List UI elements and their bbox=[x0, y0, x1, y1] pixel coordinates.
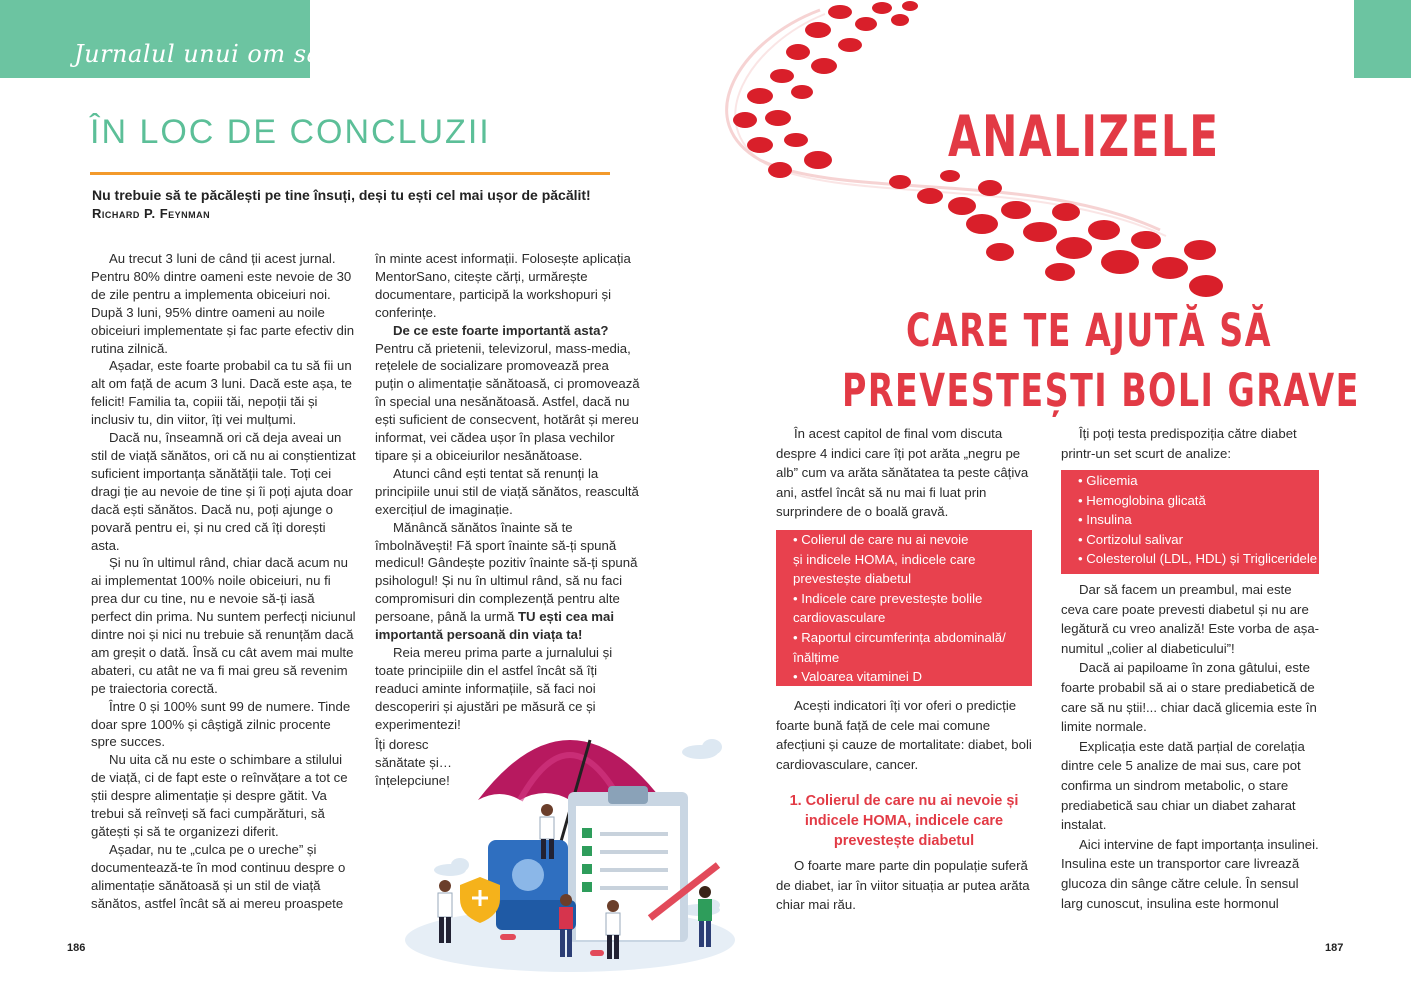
left-column-1 bbox=[91, 250, 357, 913]
paragraph: Dacă nu, înseamnă ori că deja aveai un stil de viață sănătos, ori că nu ai conștientizat suficient importanța sănătății tale. Toți cei dragi ție au nevoie de tine și îi poți ajuta doar dacă ești sănătos. Dacă nu, poți ajunge o povară pentru ei, și nu cred că îți dorești asta. bbox=[91, 430, 356, 553]
list-item: • Hemoglobina glicată bbox=[1078, 492, 1206, 508]
paragraph: Așadar, nu te „culca pe o ureche” și documentează-te în mod continuu despre o alimentație sănătoasă și un stil de viață sănătos, astfel încât să ai mereu proaspete bbox=[91, 841, 346, 911]
paragraph: Și nu în ultimul rând, chiar dacă acum nu ai implementat 100% noile obiceiuri, nu fi prea dur cu tine, nu e nevoie să-ți iasă perfect din prima. Nu suntem perfecți niciunul dintre noi și nici nu trebuie să renunțăm dacă am greșit o dată. Însă cu cât avem mai multe abateri, cu atât ne va fi mai greu să revenim pe traiectoria corectă. bbox=[91, 555, 356, 696]
right-col2-text bbox=[1061, 580, 1323, 913]
list-item: • Raportul circumferința abdominală/ bbox=[793, 629, 1006, 645]
left-page-title: ÎN LOC DE CONCLUZII bbox=[90, 113, 491, 151]
paragraph: în minte acest informații. Folosește aplicația MentorSano, citește cărți, urmărește documentare, participă la workshopuri și conferințe. bbox=[375, 251, 631, 320]
page-number-right: 187 bbox=[1325, 942, 1344, 954]
list-item: cardiovasculare bbox=[793, 610, 886, 626]
cloud-icon bbox=[434, 858, 469, 876]
paragraph: Pentru că prietenii, televizorul, mass-media, rețelele de socializare promovează prea puțin o alimentație sănătoasă, ci promovează în special una nesănătoasă. Astfel, dacă nu ești suficient de consecvent, hotărât și mereu informat, vei cădea ușor în plasa vechilor tipare și a obiceiurilor nesănătoase. bbox=[375, 340, 640, 463]
tests-list bbox=[1061, 470, 1319, 574]
chapter-title-line3: PREVESTEȘTI BOLI GRAVE bbox=[842, 364, 1360, 417]
header-tab-left bbox=[0, 0, 391, 78]
epigraph-quote: Nu trebuie să te păcălești pe tine însuți, deși tu ești cel mai ușor de păcălit! bbox=[92, 187, 591, 203]
emphasis: TU ești cea mai importantă persoană din viața ta! bbox=[375, 609, 614, 643]
paragraph-heading: De ce este foarte importantă asta? bbox=[393, 322, 609, 338]
list-item: • Insulina bbox=[1078, 512, 1132, 528]
paragraph: Aici intervine de fapt importanța insulinei. Insulina este un transportor care livrează glucoza din sânge către celule. În sensul larg cunoscut, insulina este hormonul bbox=[1061, 836, 1319, 911]
header-tab-right bbox=[1354, 0, 1411, 78]
after-list-text bbox=[776, 696, 1038, 774]
left-column-2 bbox=[375, 250, 641, 733]
list-item: prevestește diabetul bbox=[793, 571, 912, 587]
paragraph: Așadar, este foarte probabil ca tu să fii un alt om față de acum 3 luni. Dacă este așa, te felicit! Familia ta, copiii tăi, nepoții tăi și inclusiv tu, din viitor, îți vei mulțumi. bbox=[91, 358, 352, 428]
chapter-title-main: ANALIZELE bbox=[948, 104, 1220, 170]
list-item: • Indicele care prevestește bolile bbox=[793, 590, 983, 606]
paragraph: Îți poți testa predispoziția către diabet printr-un set scurt de analize: bbox=[1061, 426, 1297, 461]
chapter-title-line2: CARE TE AJUTĂ SĂ bbox=[906, 304, 1272, 357]
list-item: și indicele HOMA, indicele care bbox=[793, 551, 976, 567]
section-text bbox=[776, 856, 1038, 915]
paragraph: Dacă ai papiloame în zona gâtului, este foarte probabil să ai o stare prediabetică de care să nu știi!... chiar dacă glicemia este în limite normale. bbox=[1061, 660, 1317, 735]
paragraph: Acești indicatori îți vor oferi o predicție foarte bună față de cele mai comune afecțiuni și cauze de mortalitate: diabet, boli cardiovasculare, cancer. bbox=[776, 698, 1032, 772]
right-intro bbox=[776, 424, 1038, 522]
list-item: înălțime bbox=[793, 649, 840, 665]
paragraph: Între 0 și 100% sunt 99 de numere. Tinde doar spre 100% și câștigă zilnic procente spre succes. bbox=[91, 698, 351, 750]
paragraph: Nu uita că nu este o schimbare a stilului de viață, ci de fapt este o reînvățare a tot ce știi despre alimentație și despre gătit. Va trebui să reînveți să faci cumpărături, să gătești și să te organizezi diferit. bbox=[91, 752, 348, 839]
pill-icon bbox=[500, 934, 516, 940]
list-item: • Colesterolul (LDL, HDL) și Trigliceridele bbox=[1078, 551, 1318, 567]
paragraph: Au trecut 3 luni de când ții acest jurnal. Pentru 80% dintre oameni este nevoie de 30 de zile pentru a implementa obiceiuri noi. După 3 luni, 95% dintre oameni au noile obiceiuri implementate și fac parte efectiv din rutina zilnică. bbox=[91, 251, 355, 356]
health-illustration bbox=[400, 700, 740, 980]
list-item: • Glicemia bbox=[1078, 473, 1138, 488]
paragraph: Reia mereu prima parte a jurnalului și toate principiile din el astfel încât să îți readuci aminte informațiile, să faci noi descoperiri și ajustări pe măsură ce și experimentezi! bbox=[375, 644, 613, 732]
list-item: • Colierul de care nu ai nevoie bbox=[793, 532, 969, 547]
epigraph-author: Richard P. Feynman bbox=[92, 206, 211, 221]
paragraph: Atunci când ești tentat să renunți la principiile unui stil de viață sănătos, reascultă exercițiul de imaginație. bbox=[375, 465, 639, 517]
series-title: Jurnalul unui om sănătos bbox=[74, 40, 391, 68]
paragraph: Explicația este dată parțial de corelația dintre cele 5 analize de mai sus, care pot confirma un sindrom metabolic, o stare prediabetică sau chiar un diabet zaharat instalat. bbox=[1061, 738, 1305, 833]
list-item: • Valoarea vitaminei D bbox=[793, 669, 922, 685]
section-heading: 1. Colierul de care nu ai nevoie și indicele HOMA, indicele care prevestește diabetul bbox=[789, 793, 1019, 849]
indicator-list bbox=[776, 530, 1032, 686]
right-col2-intro bbox=[1061, 424, 1323, 463]
list-item: • Cortizolul salivar bbox=[1078, 531, 1184, 547]
paragraph: O foarte mare parte din populație suferă de diabet, iar în viitor situația ar putea arăta chiar mai rău. bbox=[776, 858, 1030, 913]
title-divider bbox=[90, 172, 610, 175]
pill-icon bbox=[590, 950, 604, 956]
closing-wish: Îți doresc sănătate și… înțelepciune! bbox=[375, 737, 452, 788]
page-number-left: 186 bbox=[67, 942, 86, 954]
paragraph: Dar să facem un preambul, mai este ceva care poate prevesti diabetul și nu are legătură cu vreo analiză! Este vorba de așa-numitul „colier al diabeticului”! bbox=[1061, 582, 1320, 656]
paragraph: În acest capitol de final vom discuta despre 4 indici care îți pot arăta „negru pe alb” cum va arăta sănătatea ta peste câțiva ani, astfel încât să nu mai fi luat prin surprindere de o boală gravă. bbox=[776, 426, 1029, 520]
paragraph: Mănâncă sănătos înainte să te îmbolnăvești! Fă sport înainte să-ți spună medicul! Gândește pozitiv înainte să-ți spună psihologul! Și nu în ultimul rând, să nu faci compromisuri din complezență pentru alte persoane, până la urmă TU ești cea mai importantă persoană din viața ta! bbox=[375, 519, 638, 643]
cloud-icon bbox=[682, 739, 722, 759]
